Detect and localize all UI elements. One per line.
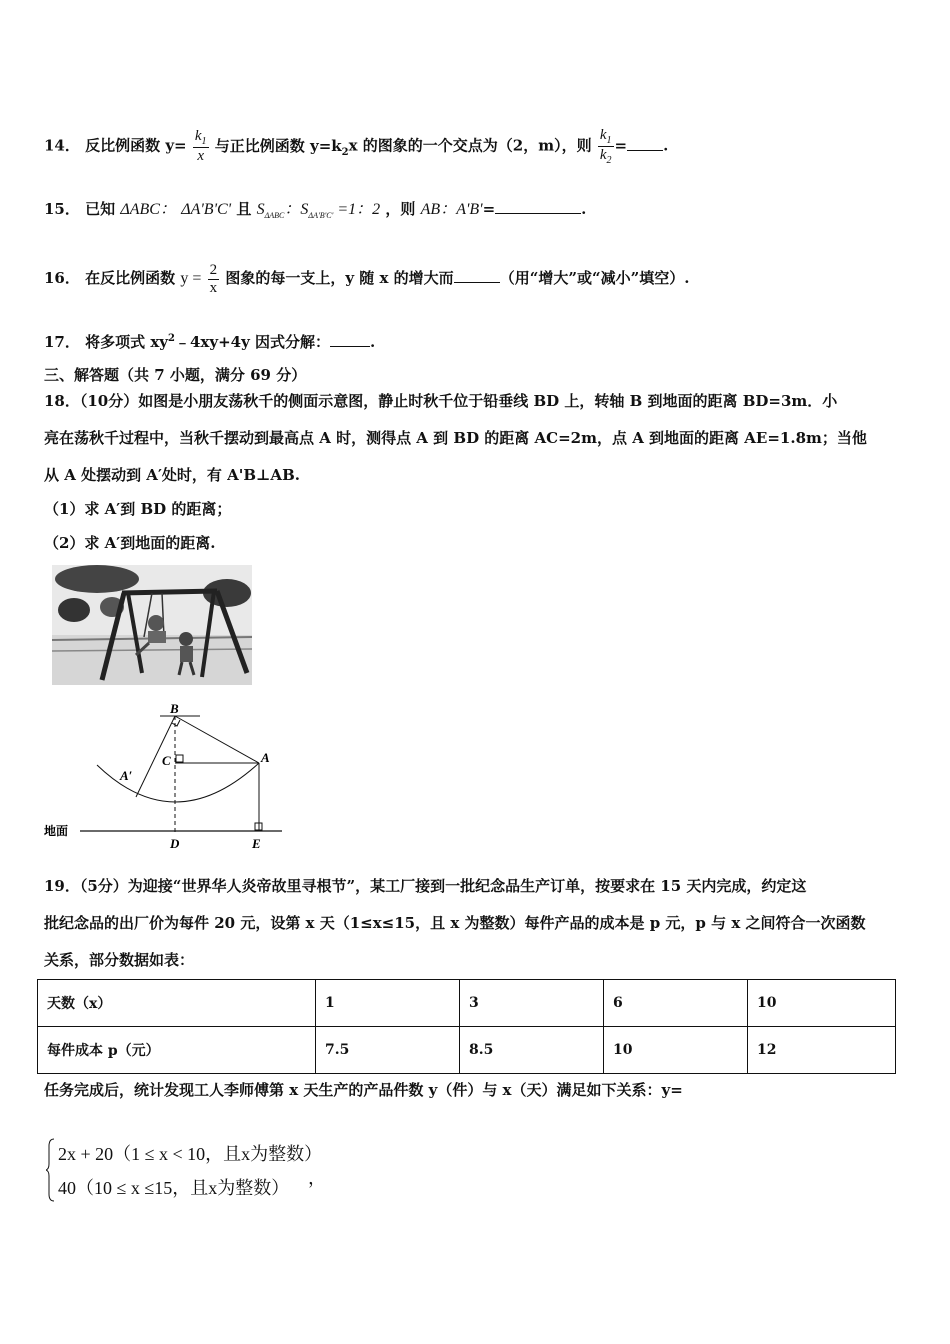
q15-text-a: 已知 [85,200,116,218]
q17-text-a: 将多项式 $xy^2$ [85,333,175,351]
table-cell: 10 [604,1027,748,1074]
label-ground: 地面 [44,824,69,838]
question-14: 14． 反比例函数 y= $\frac{k_1}{x}$ 与正比例函数 $y=k_2x$ 的图象的一个交点为（2，m），则 $\frac{k_1}{k_2}$ = . [44,127,669,166]
q14-text-c: x 的图象的一个交点为（2，m），则 [348,136,592,155]
q15-triangle-1: ΔABC： [120,201,176,218]
question-15: 15． 已知 ΔABC： ΔA'B'C' 且 $S_{\Delta ABC}$：$S_{\Delta A'B'C'} =1$：2 ，则 AB：A'B'= . [44,200,587,221]
q16-function-left: y = [180,270,202,287]
table-cell: 每件成本 p（元） [38,1027,316,1074]
q16-text-a: 在反比例函数 [85,269,176,287]
q15-text-b: 且 [236,200,252,218]
question-17: 17． 将多项式 $xy^2﹣4xy+4y$ 因式分解： . [44,333,376,351]
left-brace-icon [46,1138,56,1202]
q16-fraction-2-over-x: $\frac{2}{x}$ [209,262,218,296]
q15-answer-blank[interactable] [495,213,581,214]
table-cell: 3 [460,980,604,1027]
q19-line-1: 19．（5分）为迎接“世界华人炎帝故里寻根节”，某工厂接到一批纪念品生产订单，按要求在 15 天内完成，约定这 [44,877,807,895]
q14-number: 14． [44,136,80,155]
table-cell: 7.5 [316,1027,460,1074]
piece-end-comma: ， [308,1168,326,1188]
label-b: B [170,701,179,716]
q14-text-a: 反比例函数 y= [85,136,187,155]
table-cell: 12 [748,1027,896,1074]
right-angle-mark-b [172,720,180,726]
q15-equals: = [482,200,496,218]
q16-text-c: （用“增大”或“减小”填空）. [499,269,690,287]
q18-part-1: （1）求 A′到 BD 的距离； [44,500,232,518]
table-cell: 10 [748,980,896,1027]
q17-number: 17． [44,333,80,351]
table-row [38,1027,896,1074]
q15-triangle-2: ΔA'B'C' [181,201,232,218]
swing-photo-illustration [52,565,252,685]
piece-1: 2x + 20（1 ≤ x < 10，且x为整数） [58,1144,323,1164]
label-a-prime: A′ [120,768,133,783]
q15-text-c: ，则 [385,200,416,218]
q15-area-ratio: $S_{\Delta ABC}$：$S_{\Delta A'B'C'} =1$：2 [256,201,381,221]
q16-text-b: 图象的每一支上，y 随 x 的增大而 [225,269,454,287]
table-cell: 天数（x） [38,980,316,1027]
table-row [38,980,896,1027]
q14-fraction-k1-over-x: $\frac{k_1}{x}$ [194,128,207,165]
q18-line-3: 从 A 处摆动到 A′处时，有 A'B⊥AB. [44,466,300,484]
q19-line-3: 关系，部分数据如表： [44,951,195,969]
q18-line-2: 亮在荡秋千过程中，当秋千摆动到最高点 A 时，测得点 A 到 BD 的距离 AC=2m，点 A 到地面的距离 AE=1.8m；当他 [44,429,867,447]
q14-text-b: 与正比例函数 $y=k_2$ [214,136,349,158]
q19-line-2: 批纪念品的出厂价为每件 20 元，设第 x 天（1≤x≤15，且 x 为整数）每件产品的成本是 p 元，p 与 x 之间符合一次函数 [44,914,866,932]
label-c: C [162,753,171,768]
q15-ratio-expr: AB：A'B' [420,201,483,218]
right-angle-mark-c [176,755,183,762]
table-cell: 6 [604,980,748,1027]
q15-number: 15． [44,200,80,218]
q19-after-table: 任务完成后，统计发现工人李师傅第 x 天生产的产品件数 y（件）与 x（天）满足如下关系：y= [44,1081,683,1099]
q14-equals: = [614,136,628,155]
piece-2: 40（10 ≤ x ≤15，且x为整数） [58,1178,290,1198]
label-e: E [252,836,261,851]
q18-part-2: （2）求 A′到地面的距离. [44,534,216,552]
cost-data-table [37,979,896,1074]
section-3-title: 三、解答题（共 7 小题，满分 69 分） [44,366,307,384]
q16-number: 16． [44,269,80,287]
swing-geometry-diagram [42,700,292,855]
segment-ab [175,716,259,763]
label-a: A [261,750,270,765]
table-cell: 1 [316,980,460,1027]
q17-text-b: ﹣4xy+4y 因式分解： [174,333,331,351]
table-cell: 8.5 [460,1027,604,1074]
q16-answer-blank[interactable] [454,282,500,283]
q17-answer-blank[interactable] [330,346,370,347]
label-d: D [170,836,180,851]
q14-fraction-k1-over-k2: $\frac{k_1}{k_2}$ [599,127,612,166]
q14-answer-blank[interactable] [627,150,663,151]
q18-line-1: 18．（10分）如图是小朋友荡秋千的侧面示意图，静止时秋千位于铅垂线 BD 上，转轴 B 到地面的距离 BD=3m．小 [44,392,838,410]
question-16 [44,262,689,296]
